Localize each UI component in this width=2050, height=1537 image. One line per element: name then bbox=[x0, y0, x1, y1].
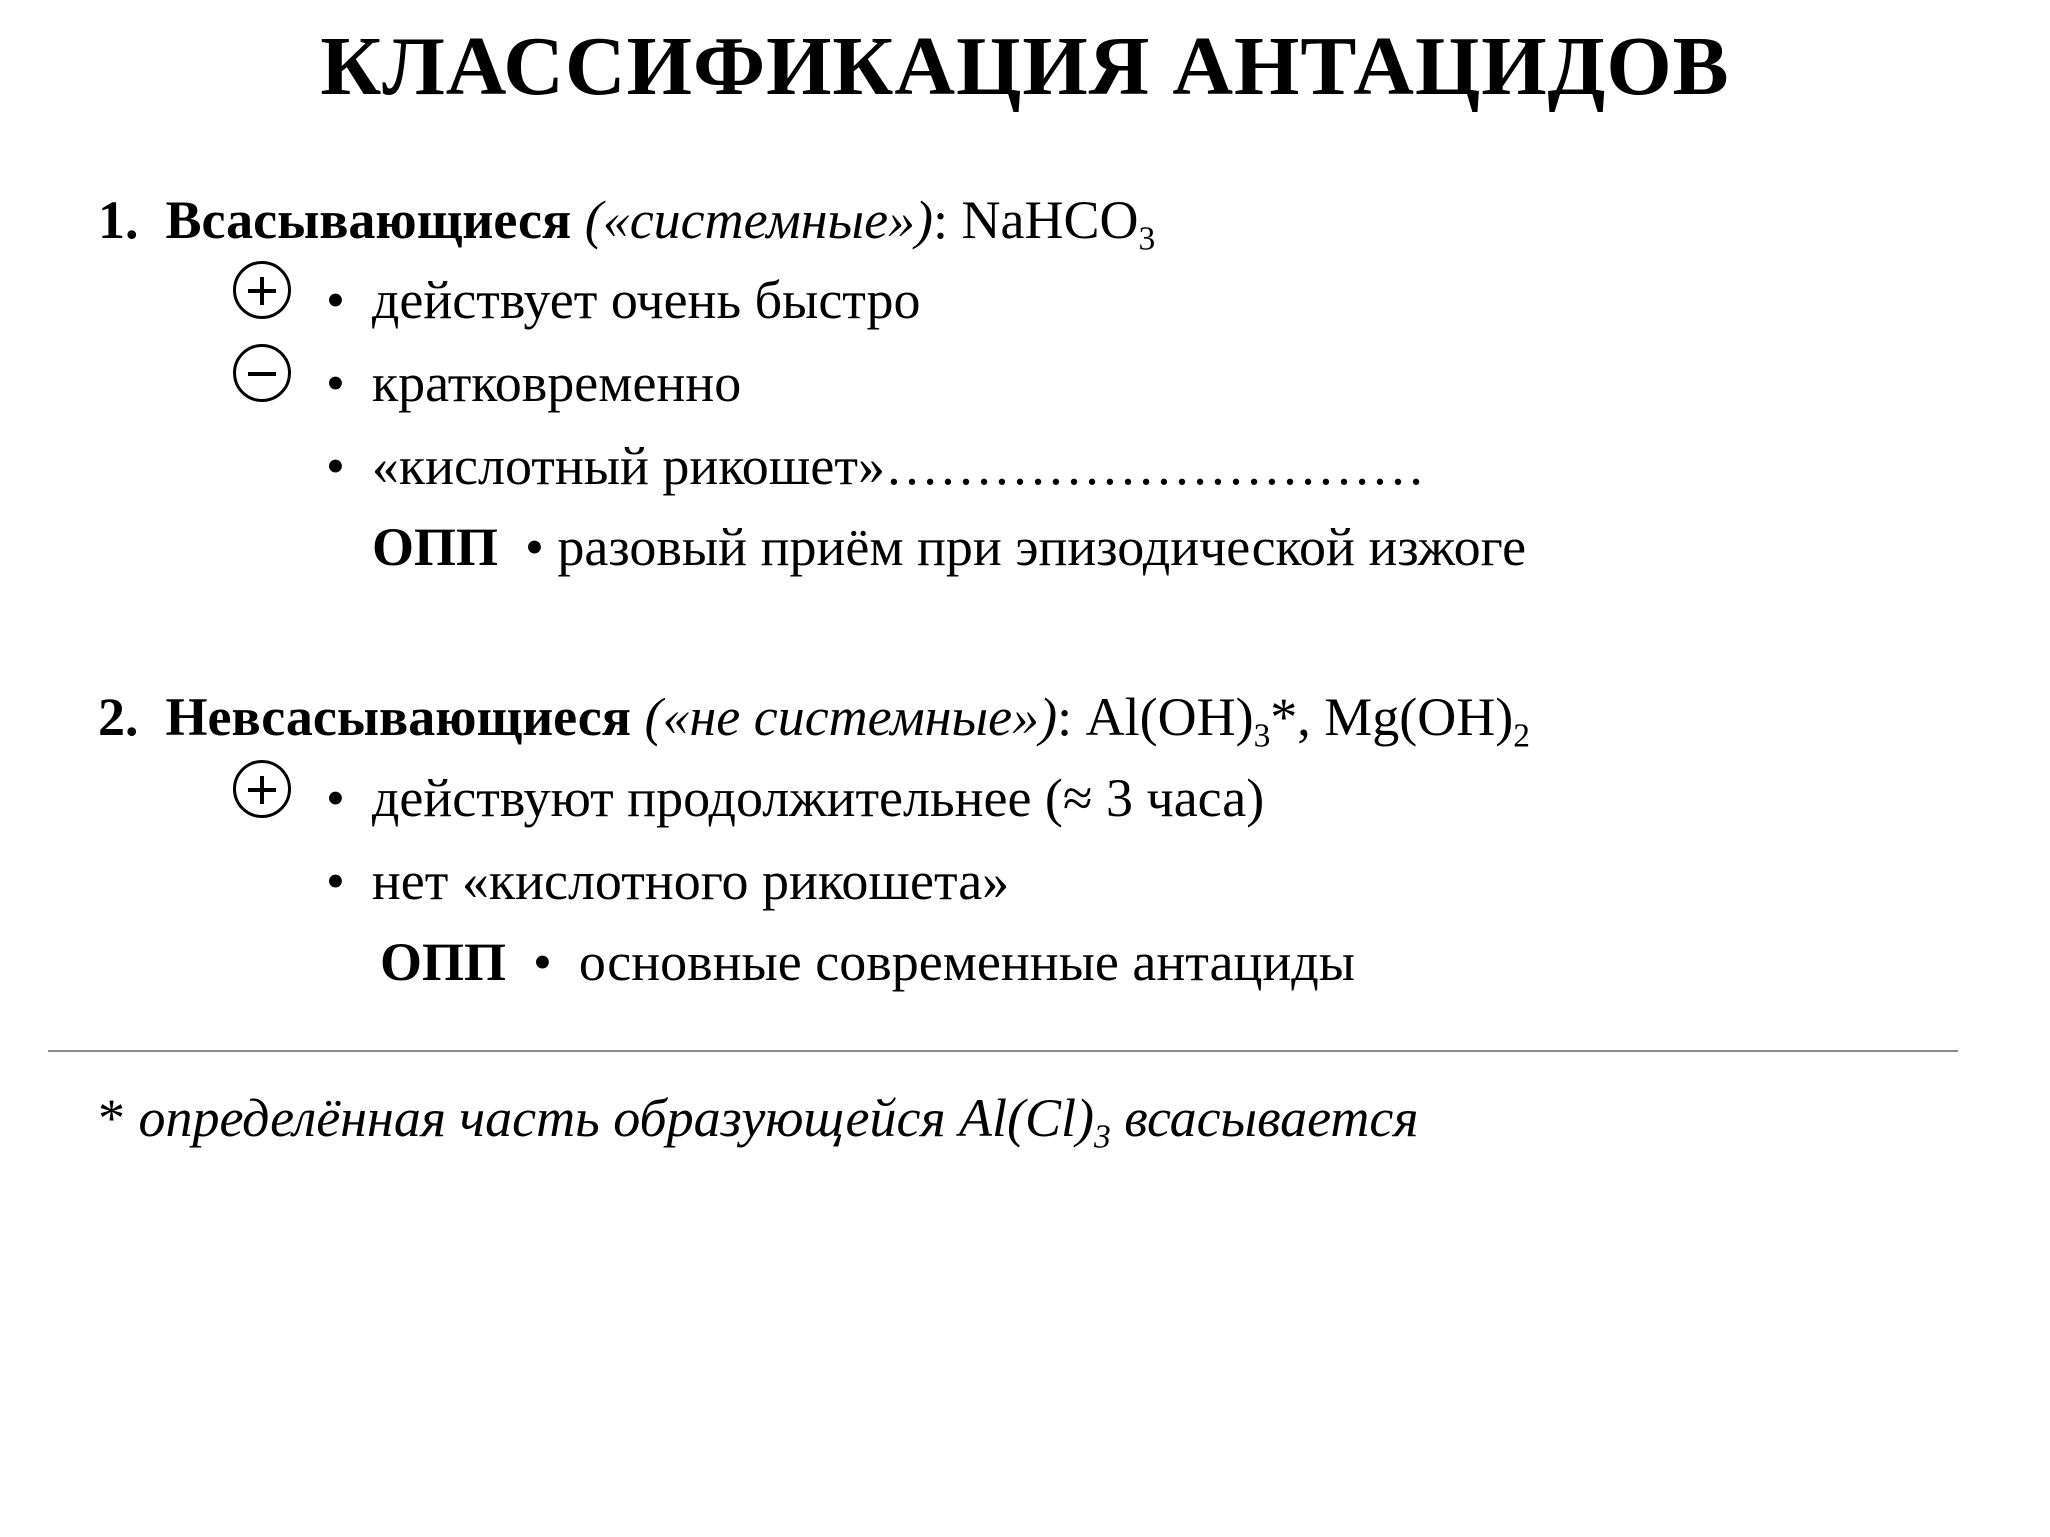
section-1-opp bbox=[372, 515, 1526, 579]
section-2-plus-item: • действуют продолжительнее (≈ 3 часа) bbox=[326, 768, 1265, 828]
footnote bbox=[98, 1086, 1419, 1156]
section-1-heading bbox=[98, 188, 1156, 258]
section-2-plus-item: • нет «кислотного рикошета» bbox=[326, 851, 1010, 911]
page-title: КЛАССИФИКАЦИЯ АНТАЦИДОВ bbox=[320, 20, 1730, 113]
divider bbox=[48, 1050, 1958, 1052]
section-2-formula: $Al(OH)_3*$, $Mg(OH)_2$ bbox=[1085, 687, 1531, 755]
plus-circle-icon bbox=[233, 261, 291, 319]
footnote-text: определённая часть образующейся $Al(Cl)_3$ всасывается bbox=[138, 1088, 1419, 1156]
plus-circle-icon bbox=[233, 760, 291, 818]
opp-label: ОПП bbox=[380, 932, 507, 992]
section-1-minus-item: • кратковременно bbox=[326, 353, 742, 413]
section-2-opp bbox=[380, 930, 1355, 994]
section-1-number: 1. bbox=[98, 190, 139, 250]
section-1-note: («системные») bbox=[584, 190, 934, 250]
section-1-formula: NaHCO$_3$ bbox=[961, 190, 1156, 258]
footnote-marker: * bbox=[98, 1088, 125, 1148]
section-2-note: («не системные») bbox=[644, 687, 1058, 747]
opp-bullet: • bbox=[533, 932, 552, 992]
bullet: • bbox=[326, 768, 345, 828]
section-1-name: Всасывающиеся bbox=[165, 190, 572, 250]
bullet: • bbox=[326, 851, 345, 911]
bullet: • bbox=[326, 436, 345, 496]
opp-text: основные современные антациды bbox=[578, 932, 1356, 992]
section-2-colon: : bbox=[1057, 687, 1073, 747]
opp-text: • разовый приём при эпизодической изжоге bbox=[525, 517, 1527, 577]
section-2-heading bbox=[98, 685, 1531, 755]
section-1-colon: : bbox=[933, 190, 949, 250]
section-2-name: Невсасывающиеся bbox=[165, 687, 631, 747]
minus-circle-icon bbox=[233, 344, 291, 402]
section-1-plus-item: • действует очень быстро bbox=[326, 270, 921, 330]
opp-label: ОПП bbox=[372, 517, 499, 577]
section-1-minus-item: • «кислотный рикошет»………………………… bbox=[326, 436, 1425, 496]
section-2-number: 2. bbox=[98, 687, 139, 747]
bullet: • bbox=[326, 270, 345, 330]
bullet: • bbox=[326, 353, 345, 413]
